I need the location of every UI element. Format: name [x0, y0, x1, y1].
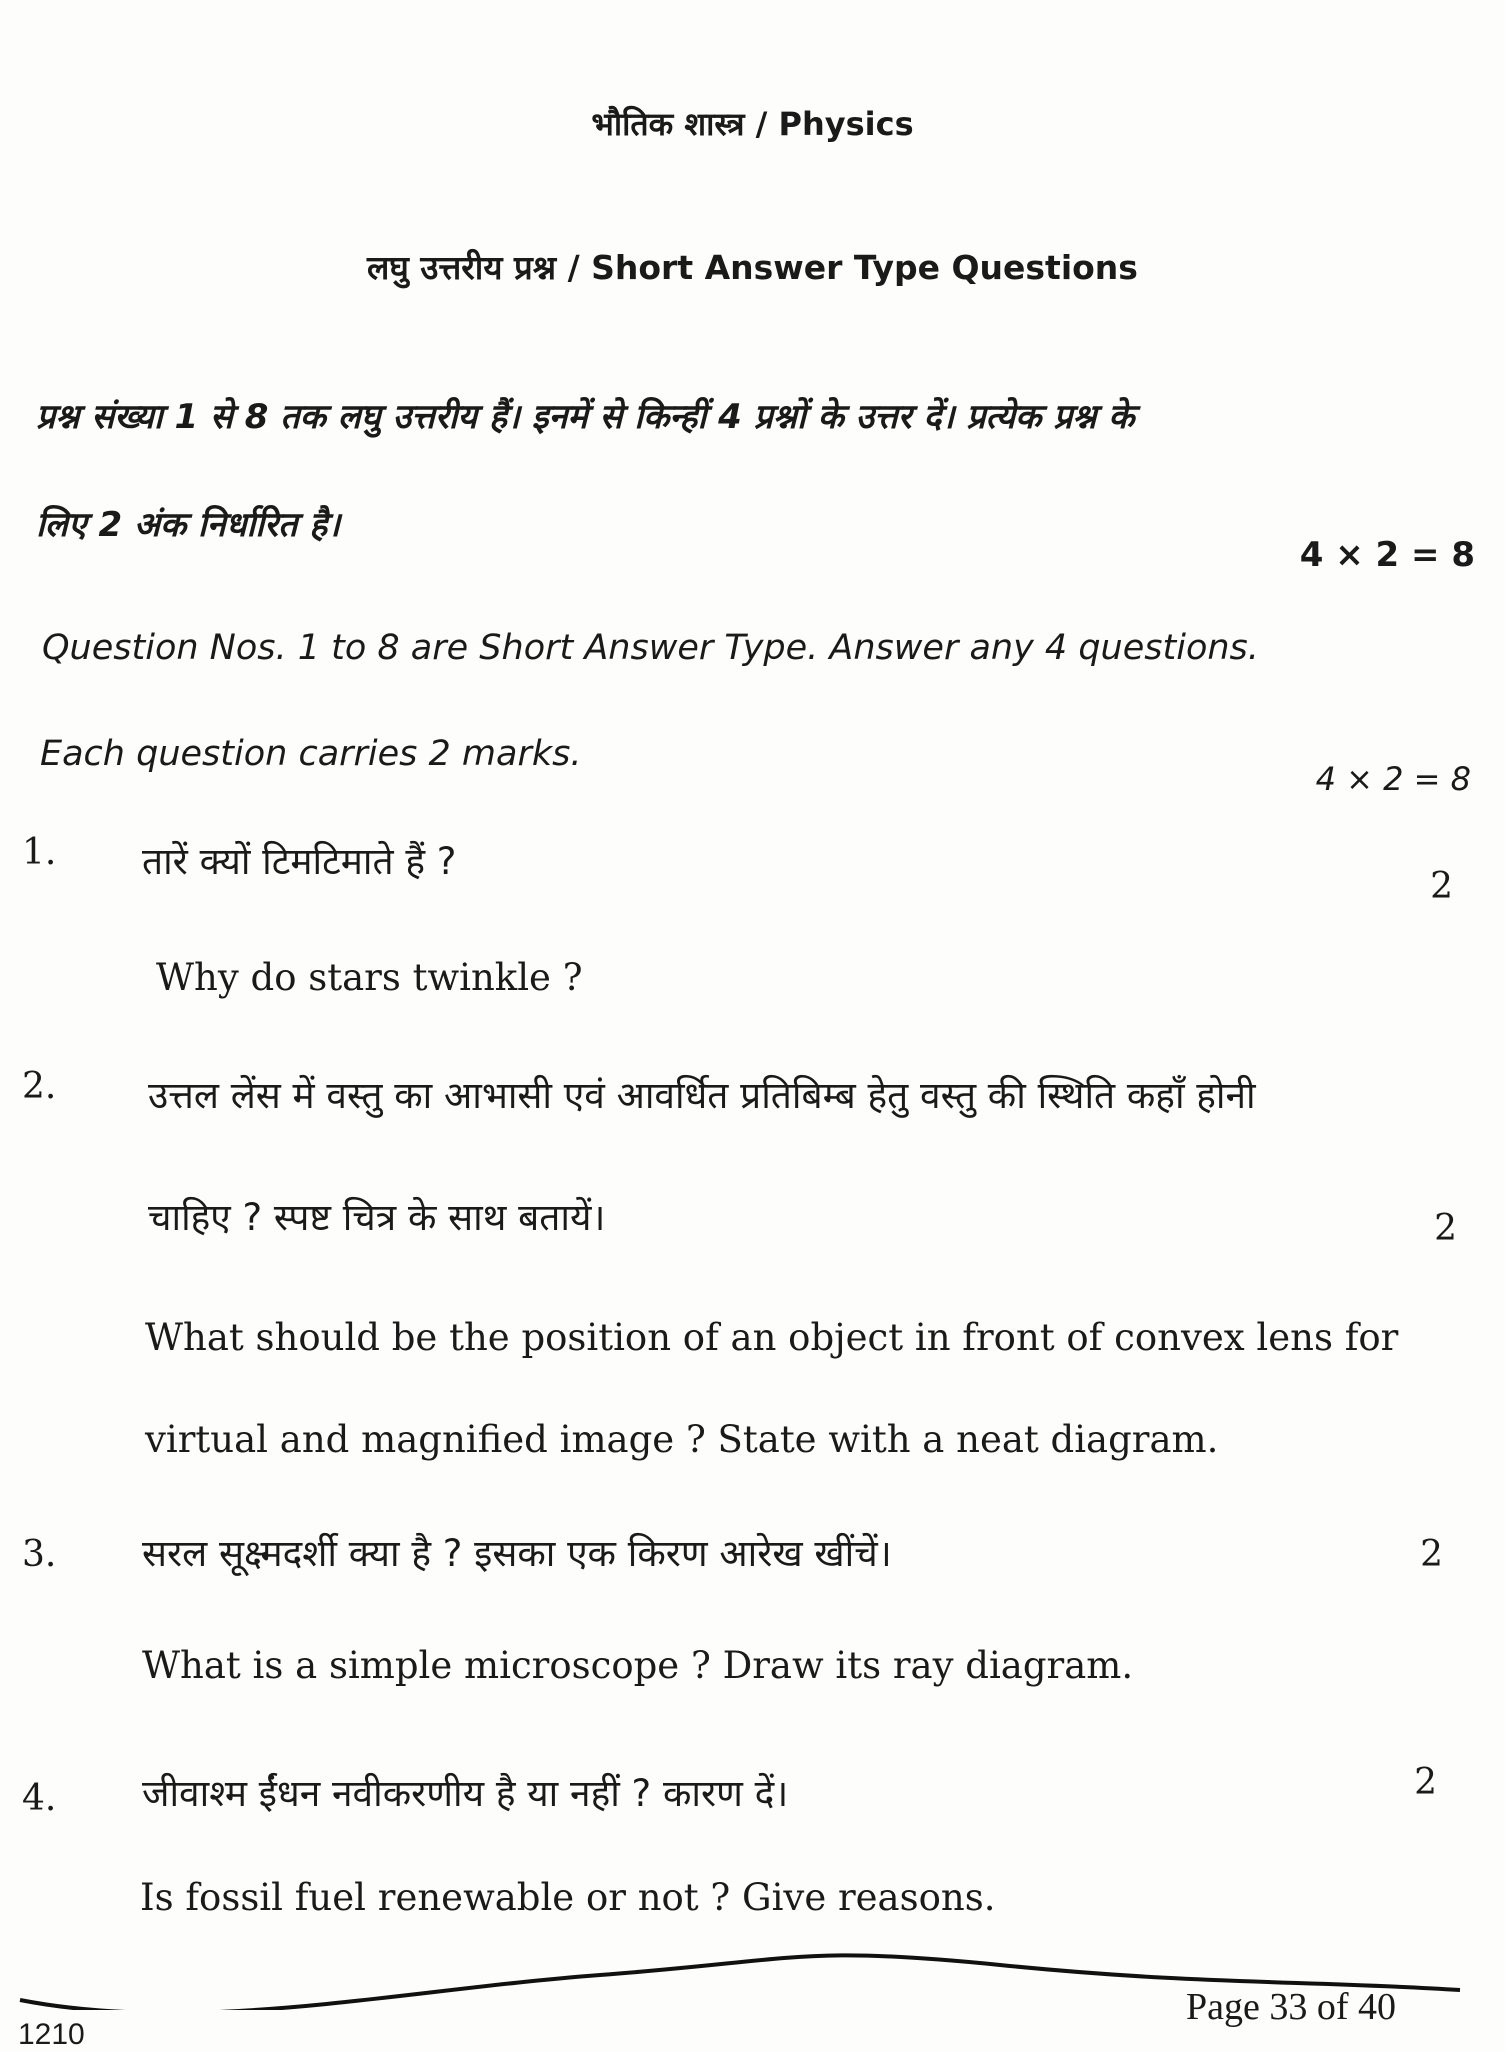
question-english-line2: virtual and magnified image ? State with a neat diagram. [145, 1418, 1219, 1461]
subject-title: भौतिक शास्त्र / Physics [591, 105, 914, 143]
question-hindi: तारें क्यों टिमटिमाते हैं ? [142, 840, 457, 883]
instructions-english-marks: 4 × 2 = 8 [1315, 760, 1471, 798]
question-marks: 2 [1420, 1534, 1443, 1575]
question-number: 3. [22, 1534, 57, 1575]
section-title: लघु उत्तरीय प्रश्न / Short Answer Type Questions [367, 248, 1138, 287]
question-number: 4. [22, 1778, 57, 1819]
question-hindi-line2: चाहिए ? स्पष्ट चित्र के साथ बतायें। [148, 1196, 606, 1239]
question-english: What is a simple microscope ? Draw its ray diagram. [142, 1644, 1134, 1687]
instructions-english-line2: Each question carries 2 marks. [40, 734, 582, 774]
question-marks: 2 [1430, 866, 1453, 907]
instructions-hindi-marks: 4 × 2 = 8 [1299, 535, 1475, 575]
question-english: Is fossil fuel renewable or not ? Give reasons. [140, 1876, 996, 1919]
question-hindi: जीवाश्म ईंधन नवीकरणीय है या नहीं ? कारण दें। [142, 1772, 789, 1815]
instructions-hindi-line1: प्रश्न संख्या 1 से 8 तक लघु उत्तरीय हैं। इनमें से किन्हीं 4 प्रश्नों के उत्तर दें। प्रत्येक प्रश्न के [36, 397, 1135, 437]
question-marks: 2 [1414, 1762, 1437, 1803]
paper-code: 1210 [18, 2018, 85, 2051]
question-number: 1. [22, 832, 57, 873]
question-english-line1: What should be the position of an object in front of convex lens for [145, 1316, 1399, 1359]
page-number: Page 33 of 40 [1186, 1986, 1397, 2028]
question-hindi: सरल सूक्ष्मदर्शी क्या है ? इसका एक किरण आरेख खींचें। [142, 1532, 892, 1575]
question-marks: 2 [1434, 1208, 1457, 1249]
instructions-hindi-line2: लिए 2 अंक निर्धारित है। [36, 505, 341, 545]
instructions-english-line1: Question Nos. 1 to 8 are Short Answer Type. Answer any 4 questions. [42, 628, 1259, 668]
question-hindi-line1: उत्तल लेंस में वस्तु का आभासी एवं आवर्धित प्रतिबिम्ब हेतु वस्तु की स्थिति कहाँ होनी [148, 1074, 1256, 1117]
question-english: Why do stars twinkle ? [156, 956, 583, 999]
question-number: 2. [22, 1066, 57, 1107]
